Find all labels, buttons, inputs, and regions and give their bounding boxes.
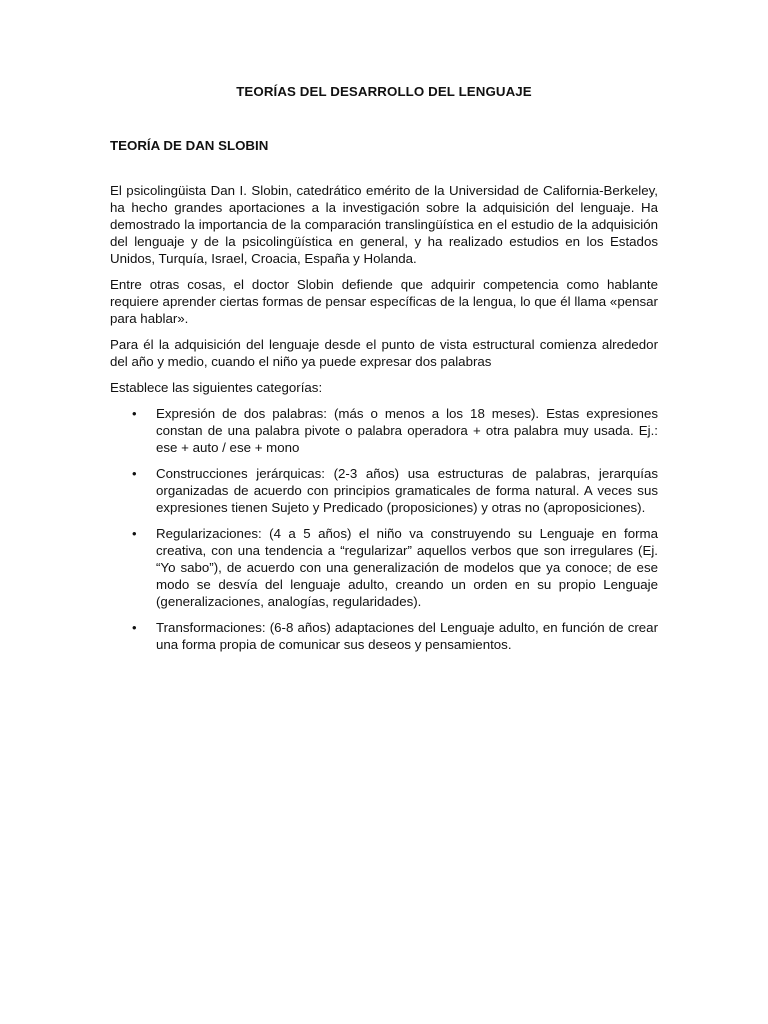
paragraph-pensar-para-hablar: Entre otras cosas, el doctor Slobin defiende que adquirir competencia como hablante requiere aprender ciertas formas de pensar específicas de la lengua, lo que él llama «pensar para hablar». bbox=[110, 277, 658, 326]
paragraph-categorias-intro: Establece las siguientes categorías: bbox=[110, 380, 323, 395]
document-title: TEORÍAS DEL DESARROLLO DEL LENGUAJE bbox=[236, 84, 532, 99]
bullet-icon: • bbox=[132, 466, 137, 481]
bullet-icon: • bbox=[132, 406, 137, 421]
list-item bbox=[110, 405, 658, 456]
document-body bbox=[110, 182, 658, 662]
list-item bbox=[110, 525, 658, 610]
list-item-text: Construcciones jerárquicas: (2-3 años) usa estructuras de palabras, jerarquías organizadas de acuerdo con principios gramaticales de forma natural. A veces sus expresiones tienen Sujeto y Predicado (proposiciones) y otras no (aproposiciones). bbox=[156, 466, 658, 515]
list-item bbox=[110, 465, 658, 516]
paragraph-adquisicion: Para él la adquisición del lenguaje desde el punto de vista estructural comienza alrededor del año y medio, cuando el niño ya puede expresar dos palabras bbox=[110, 337, 658, 369]
list-item-text: Transformaciones: (6-8 años) adaptaciones del Lenguaje adulto, en función de crear una forma propia de comunicar sus deseos y pensamientos. bbox=[156, 620, 658, 652]
bullet-icon: • bbox=[132, 620, 137, 635]
list-item-text: Regularizaciones: (4 a 5 años) el niño va construyendo su Lenguaje en forma creativa, con una tendencia a “regularizar” aquellos verbos que son irregulares (Ej. “Yo sabo”), de acuerdo con una generalización de modelos que ya conoce; de ese modo se desvía del lenguaje adulto, creando un orden en su propio Lenguaje (generalizaciones, analogías, regularidades). bbox=[156, 526, 658, 609]
list-item bbox=[110, 619, 658, 653]
list-item-text: Expresión de dos palabras: (más o menos a los 18 meses). Estas expresiones constan de una palabra pivote o palabra operadora + otra palabra muy usada. Ej.: ese + auto / ese + mono bbox=[156, 406, 658, 455]
section-heading: TEORÍA DE DAN SLOBIN bbox=[110, 138, 269, 153]
bullet-icon: • bbox=[132, 526, 137, 541]
paragraph-intro: El psicolingüista Dan I. Slobin, catedrático emérito de la Universidad de California-Berkeley, ha hecho grandes aportaciones a la investigación sobre la adquisición del lenguaje. Ha demostrado la importancia de la comparación translingüística en el estudio de la adquisición del lenguaje y de la psicolingüística en general, y ha realizado estudios en los Estados Unidos, Turquía, Israel, Croacia, España y Holanda. bbox=[110, 183, 658, 266]
categories-list bbox=[110, 405, 658, 653]
